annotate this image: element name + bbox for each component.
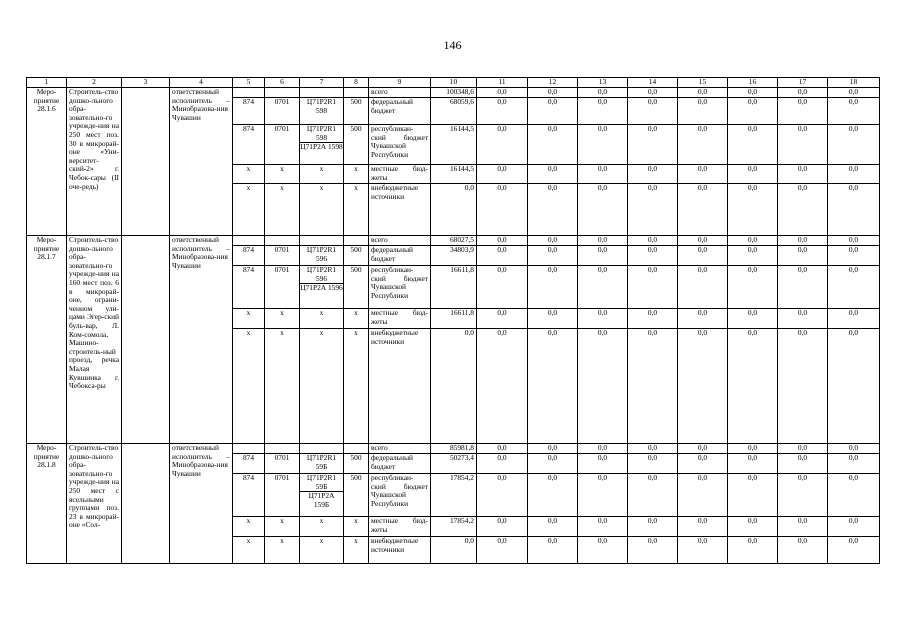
amount-col13: 0,0 — [578, 266, 628, 309]
grbs-code: 874 — [233, 98, 265, 125]
funding-source: внебюджетные источники — [369, 537, 431, 564]
program-table — [26, 77, 880, 564]
target-article-code: Ц71Р2R1 596 — [306, 245, 337, 263]
amount-col18: 0,0 — [828, 246, 880, 266]
amount-col18: 0,0 — [828, 266, 880, 309]
target-article-code: Ц71Р2R1 596 — [306, 265, 337, 283]
column-number-row — [27, 78, 880, 88]
target-article-code-alt: Ц71Р2А 1596 — [300, 283, 343, 293]
amount-col11: 0,0 — [477, 165, 528, 184]
target-article-code: x — [319, 164, 324, 173]
funding-source: федеральный бюджет — [369, 454, 431, 474]
amount-col15: 0,0 — [678, 184, 728, 236]
funding-source: внебюджетные источники — [369, 329, 431, 444]
grbs-code: 874 — [233, 125, 265, 165]
page-number: 146 — [443, 38, 462, 52]
amount-col11: 0,0 — [477, 309, 528, 329]
amount-col13: 0,0 — [578, 517, 628, 537]
amount-col17: 0,0 — [778, 266, 828, 309]
amount-col16: 0,0 — [728, 444, 778, 454]
amount-col18: 0,0 — [828, 309, 880, 329]
column-number: 8 — [344, 78, 369, 88]
grbs-code: 874 — [233, 454, 265, 474]
target-article-cell — [300, 444, 344, 454]
amount-col12: 0,0 — [528, 474, 578, 517]
amount-col15: 0,0 — [678, 88, 728, 98]
expense-type-code: 500 — [344, 98, 369, 125]
target-article-cell — [300, 309, 344, 329]
amount-col17: 0,0 — [778, 517, 828, 537]
amount-col13: 0,0 — [578, 309, 628, 329]
funding-source: всего — [369, 236, 431, 246]
funding-source: местные бюд-жеты — [369, 165, 431, 184]
amount-col12: 0,0 — [528, 236, 578, 246]
amount-col11: 0,0 — [477, 125, 528, 165]
amount-col14: 0,0 — [628, 266, 678, 309]
amount-col18: 0,0 — [828, 454, 880, 474]
grbs-code: x — [233, 329, 265, 444]
funding-source: республикан-ский бюджет Чувашской Республики — [369, 474, 431, 517]
section-code: 0701 — [265, 454, 300, 474]
section-code: x — [265, 184, 300, 236]
co-executor-cell — [122, 444, 170, 564]
object-name: Строитель-ство дошко-льного обра-зовательно-го учрежде-ния на 250 мест с ясельными группами поз. 23 в микрорай-оне «Сол- — [67, 444, 122, 564]
amount-col11: 0,0 — [477, 98, 528, 125]
grbs-code: x — [233, 517, 265, 537]
amount-col16: 0,0 — [728, 88, 778, 98]
column-number: 15 — [678, 78, 728, 88]
executor-name: ответственный исполнитель – Минобразова-ния Чувашии — [170, 236, 233, 444]
amount-col11: 0,0 — [477, 474, 528, 517]
target-article-code-alt: Ц71Р2А 159Б — [300, 491, 343, 509]
event-name: Меро-приятие 28.1.6 — [27, 88, 67, 236]
amount-col13: 0,0 — [578, 165, 628, 184]
expense-type-code: 500 — [344, 474, 369, 517]
amount-col12: 0,0 — [528, 125, 578, 165]
amount-col14: 0,0 — [628, 125, 678, 165]
funding-source: республикан-ский бюджет Чувашской Республики — [369, 125, 431, 165]
amount-col18: 0,0 — [828, 474, 880, 517]
target-article-code: Ц71Р2R1 59Б — [306, 453, 337, 471]
amount-col15: 0,0 — [678, 246, 728, 266]
amount-col13: 0,0 — [578, 184, 628, 236]
amount-col12: 0,0 — [528, 98, 578, 125]
amount-col16: 0,0 — [728, 184, 778, 236]
amount-col13: 0,0 — [578, 88, 628, 98]
funding-source: местные бюд-жеты — [369, 517, 431, 537]
amount-col10: 0,0 — [431, 537, 477, 564]
target-article-code: x — [319, 536, 324, 545]
target-article-cell — [300, 329, 344, 444]
amount-col10: 16144,5 — [431, 165, 477, 184]
column-number: 17 — [778, 78, 828, 88]
amount-col16: 0,0 — [728, 246, 778, 266]
amount-col13: 0,0 — [578, 329, 628, 444]
amount-col15: 0,0 — [678, 125, 728, 165]
event-name: Меро-приятие 28.1.8 — [27, 444, 67, 564]
amount-col18: 0,0 — [828, 98, 880, 125]
column-number: 3 — [122, 78, 170, 88]
amount-col10: 34803,9 — [431, 246, 477, 266]
object-name: Строитель-ство дошко-льного обра-зовательно-го учрежде-ния на 250 мест поз. 30 в микрорай-оне «Уни-верситет-ский-2» г. Чебок-сары (II оче-редь) — [67, 88, 122, 236]
amount-col16: 0,0 — [728, 329, 778, 444]
target-article-cell — [300, 236, 344, 246]
amount-col13: 0,0 — [578, 236, 628, 246]
amount-col11: 0,0 — [477, 88, 528, 98]
section-code: 0701 — [265, 98, 300, 125]
amount-col18: 0,0 — [828, 517, 880, 537]
amount-col16: 0,0 — [728, 236, 778, 246]
amount-col15: 0,0 — [678, 474, 728, 517]
amount-col18: 0,0 — [828, 537, 880, 564]
amount-col17: 0,0 — [778, 537, 828, 564]
expense-type-code: x — [344, 184, 369, 236]
amount-col10: 0,0 — [431, 184, 477, 236]
amount-col17: 0,0 — [778, 125, 828, 165]
section-code — [265, 444, 300, 454]
table-row — [27, 444, 880, 454]
amount-col18: 0,0 — [828, 236, 880, 246]
amount-col10: 68059,6 — [431, 98, 477, 125]
amount-col15: 0,0 — [678, 537, 728, 564]
amount-col17: 0,0 — [778, 98, 828, 125]
column-number: 5 — [233, 78, 265, 88]
amount-col14: 0,0 — [628, 246, 678, 266]
amount-col11: 0,0 — [477, 246, 528, 266]
grbs-code: 874 — [233, 474, 265, 517]
amount-col10: 50273,4 — [431, 454, 477, 474]
expense-type-code: 500 — [344, 454, 369, 474]
amount-col14: 0,0 — [628, 517, 678, 537]
amount-col14: 0,0 — [628, 474, 678, 517]
amount-col12: 0,0 — [528, 517, 578, 537]
amount-col17: 0,0 — [778, 454, 828, 474]
amount-col16: 0,0 — [728, 517, 778, 537]
amount-col12: 0,0 — [528, 444, 578, 454]
column-number: 13 — [578, 78, 628, 88]
grbs-code — [233, 444, 265, 454]
section-code: x — [265, 165, 300, 184]
amount-col16: 0,0 — [728, 98, 778, 125]
amount-col10: 16144,5 — [431, 125, 477, 165]
expense-type-code — [344, 444, 369, 454]
amount-col12: 0,0 — [528, 246, 578, 266]
amount-col11: 0,0 — [477, 184, 528, 236]
expense-type-code: x — [344, 165, 369, 184]
section-code: 0701 — [265, 266, 300, 309]
column-number: 10 — [431, 78, 477, 88]
section-code — [265, 236, 300, 246]
expense-type-code: 500 — [344, 266, 369, 309]
target-article-code: Ц71Р2R1 598 — [306, 97, 337, 115]
amount-col15: 0,0 — [678, 165, 728, 184]
executor-name: ответственный исполнитель – Минобразова-ния Чувашии — [170, 444, 233, 564]
column-number: 12 — [528, 78, 578, 88]
section-code: x — [265, 309, 300, 329]
amount-col12: 0,0 — [528, 537, 578, 564]
amount-col17: 0,0 — [778, 329, 828, 444]
amount-col12: 0,0 — [528, 88, 578, 98]
amount-col18: 0,0 — [828, 88, 880, 98]
amount-col17: 0,0 — [778, 236, 828, 246]
object-name: Строитель-ство дошко-льного обра-зовательно-го учрежде-ния на 160 мест поз. 6 в микрорай-оне, ограни-ченном ули-цами Эгер-ский буль-вар, Л. Ком-сомола, Машино-строитель-ный проезд, речка Малая Кувшинка г. Чебокса-ры — [67, 236, 122, 444]
amount-col13: 0,0 — [578, 454, 628, 474]
amount-col12: 0,0 — [528, 266, 578, 309]
target-article-code-alt: Ц71Р2А 1598 — [300, 142, 343, 152]
amount-col17: 0,0 — [778, 88, 828, 98]
amount-col13: 0,0 — [578, 98, 628, 125]
amount-col16: 0,0 — [728, 454, 778, 474]
grbs-code: x — [233, 537, 265, 564]
amount-col16: 0,0 — [728, 537, 778, 564]
amount-col18: 0,0 — [828, 184, 880, 236]
amount-col12: 0,0 — [528, 184, 578, 236]
amount-col18: 0,0 — [828, 329, 880, 444]
amount-col15: 0,0 — [678, 266, 728, 309]
amount-col14: 0,0 — [628, 236, 678, 246]
column-number: 4 — [170, 78, 233, 88]
amount-col15: 0,0 — [678, 329, 728, 444]
amount-col10: 85981,8 — [431, 444, 477, 454]
executor-name: ответственный исполнитель – Минобразова-ния Чувашии — [170, 88, 233, 236]
amount-col14: 0,0 — [628, 165, 678, 184]
section-code: x — [265, 329, 300, 444]
amount-col10: 17854,2 — [431, 474, 477, 517]
amount-col14: 0,0 — [628, 98, 678, 125]
target-article-cell — [300, 454, 344, 474]
expense-type-code: 500 — [344, 246, 369, 266]
target-article-cell — [300, 266, 344, 309]
amount-col17: 0,0 — [778, 444, 828, 454]
amount-col11: 0,0 — [477, 236, 528, 246]
co-executor-cell — [122, 88, 170, 236]
amount-col17: 0,0 — [778, 474, 828, 517]
amount-col16: 0,0 — [728, 309, 778, 329]
expense-type-code: x — [344, 309, 369, 329]
column-number: 9 — [369, 78, 431, 88]
amount-col16: 0,0 — [728, 165, 778, 184]
section-code: 0701 — [265, 246, 300, 266]
amount-col13: 0,0 — [578, 125, 628, 165]
target-article-code: Ц71Р2R1 59Б — [306, 473, 337, 491]
section-code: x — [265, 537, 300, 564]
column-number: 7 — [300, 78, 344, 88]
target-article-cell — [300, 88, 344, 98]
section-code: 0701 — [265, 474, 300, 517]
funding-source: республикан-ский бюджет Чувашской Республики — [369, 266, 431, 309]
grbs-code: 874 — [233, 246, 265, 266]
section-code: 0701 — [265, 125, 300, 165]
grbs-code: 874 — [233, 266, 265, 309]
amount-col16: 0,0 — [728, 474, 778, 517]
amount-col14: 0,0 — [628, 184, 678, 236]
grbs-code: x — [233, 309, 265, 329]
funding-source: всего — [369, 444, 431, 454]
amount-col13: 0,0 — [578, 444, 628, 454]
grbs-code: x — [233, 165, 265, 184]
funding-source: федеральный бюджет — [369, 246, 431, 266]
expense-type-code: x — [344, 517, 369, 537]
column-number: 2 — [67, 78, 122, 88]
co-executor-cell — [122, 236, 170, 444]
amount-col15: 0,0 — [678, 454, 728, 474]
amount-col15: 0,0 — [678, 236, 728, 246]
funding-source: всего — [369, 88, 431, 98]
target-article-code: x — [319, 328, 324, 337]
amount-col11: 0,0 — [477, 444, 528, 454]
amount-col16: 0,0 — [728, 266, 778, 309]
target-article-cell — [300, 517, 344, 537]
target-article-cell — [300, 474, 344, 517]
funding-source: федеральный бюджет — [369, 98, 431, 125]
expense-type-code — [344, 88, 369, 98]
amount-col17: 0,0 — [778, 165, 828, 184]
amount-col11: 0,0 — [477, 454, 528, 474]
amount-col12: 0,0 — [528, 329, 578, 444]
column-number: 1 — [27, 78, 67, 88]
amount-col17: 0,0 — [778, 246, 828, 266]
column-number: 14 — [628, 78, 678, 88]
grbs-code — [233, 88, 265, 98]
column-number: 18 — [828, 78, 880, 88]
amount-col10: 16611,8 — [431, 309, 477, 329]
table-row — [27, 88, 880, 98]
amount-col17: 0,0 — [778, 309, 828, 329]
amount-col18: 0,0 — [828, 125, 880, 165]
amount-col15: 0,0 — [678, 517, 728, 537]
amount-col11: 0,0 — [477, 517, 528, 537]
section-code — [265, 88, 300, 98]
expense-type-code — [344, 236, 369, 246]
target-article-code: x — [319, 308, 324, 317]
column-number: 6 — [265, 78, 300, 88]
section-code: x — [265, 517, 300, 537]
amount-col10: 100348,6 — [431, 88, 477, 98]
amount-col11: 0,0 — [477, 266, 528, 309]
amount-col15: 0,0 — [678, 444, 728, 454]
amount-col13: 0,0 — [578, 474, 628, 517]
target-article-cell — [300, 98, 344, 125]
target-article-cell — [300, 246, 344, 266]
target-article-cell — [300, 537, 344, 564]
column-number: 11 — [477, 78, 528, 88]
target-article-cell — [300, 184, 344, 236]
target-article-code: x — [319, 516, 324, 525]
amount-col18: 0,0 — [828, 444, 880, 454]
amount-col14: 0,0 — [628, 329, 678, 444]
amount-col10: 68027,5 — [431, 236, 477, 246]
amount-col16: 0,0 — [728, 125, 778, 165]
amount-col13: 0,0 — [578, 537, 628, 564]
grbs-code — [233, 236, 265, 246]
target-article-code: x — [319, 183, 324, 192]
amount-col12: 0,0 — [528, 454, 578, 474]
amount-col11: 0,0 — [477, 537, 528, 564]
amount-col10: 16611,8 — [431, 266, 477, 309]
grbs-code: x — [233, 184, 265, 236]
amount-col18: 0,0 — [828, 165, 880, 184]
amount-col15: 0,0 — [678, 98, 728, 125]
target-article-cell — [300, 125, 344, 165]
event-name: Меро-приятие 28.1.7 — [27, 236, 67, 444]
amount-col10: 0,0 — [431, 329, 477, 444]
column-number: 16 — [728, 78, 778, 88]
amount-col12: 0,0 — [528, 165, 578, 184]
amount-col14: 0,0 — [628, 88, 678, 98]
amount-col15: 0,0 — [678, 309, 728, 329]
funding-source: местные бюд-жеты — [369, 309, 431, 329]
amount-col14: 0,0 — [628, 444, 678, 454]
funding-source: внебюджетные источники — [369, 184, 431, 236]
target-article-cell — [300, 165, 344, 184]
amount-col14: 0,0 — [628, 309, 678, 329]
amount-col14: 0,0 — [628, 537, 678, 564]
amount-col13: 0,0 — [578, 246, 628, 266]
table-row — [27, 236, 880, 246]
target-article-code: Ц71Р2R1 598 — [306, 124, 337, 142]
amount-col10: 17854,2 — [431, 517, 477, 537]
expense-type-code: x — [344, 537, 369, 564]
expense-type-code: x — [344, 329, 369, 444]
amount-col11: 0,0 — [477, 329, 528, 444]
amount-col14: 0,0 — [628, 454, 678, 474]
amount-col12: 0,0 — [528, 309, 578, 329]
amount-col17: 0,0 — [778, 184, 828, 236]
expense-type-code: 500 — [344, 125, 369, 165]
